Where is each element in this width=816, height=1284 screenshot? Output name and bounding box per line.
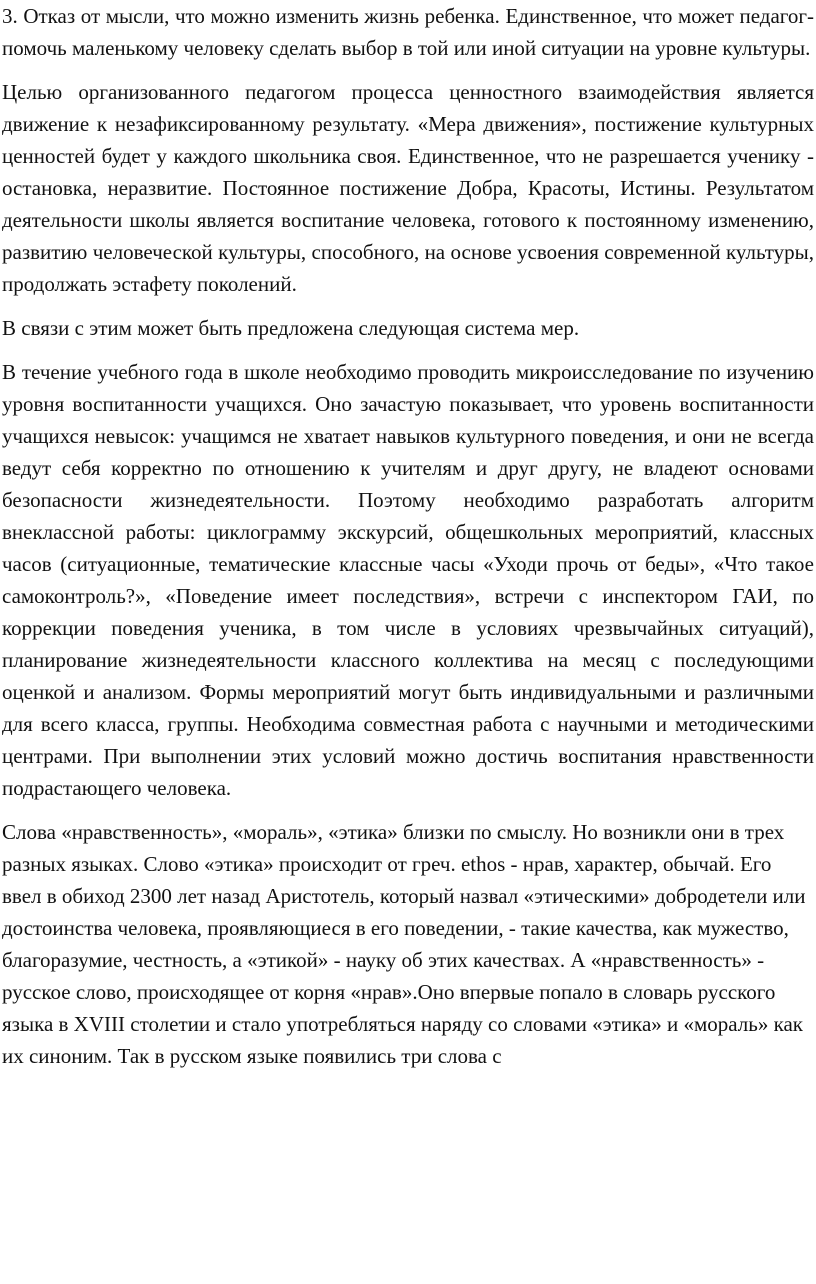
paragraph-goal: Целью организованного педагогом процесса ценностного взаимодействия является движение к незафиксированному результату. «Мера движения», постижение культурных ценностей будет у каждого школьника своя. Единственное, что не разрешается ученику - остановка, неразвитие. Постоянное постижение Добра, Красоты, Истины. Результатом деятельности школы является воспитание человека, готового к постоянному изменению, развитию человеческой культуры, способного, на основе усвоения современной культуры, продолжать эстафету поколений. [2, 80, 814, 296]
paragraph-point-3: 3. Отказ от мысли, что можно изменить жизнь ребенка. Единственное, что может педагог-помочь маленькому человеку сделать выбор в той или иной ситуации на уровне культуры. [2, 4, 814, 60]
paragraph-measures-intro: В связи с этим может быть предложена следующая система мер. [2, 316, 580, 340]
paragraph-ethics-terms: Слова «нравственность», «мораль», «этика» близки по смыслу. Но возникли они в трех разных языках. Слово «этика» происходит от греч. ethos - нрав, характер, обычай. Его ввел в обиход 2300 лет назад Аристотель, который назвал «этическими» добродетели или достоинства человека, проявляющиеся в его поведении, - такие качества, как мужество, благоразумие, честность, а «этикой» - науку об этих качествах. А «нравственность» - русское слово, происходящее от корня «нрав».Оно впервые попало в словарь русского языка в XVIII столетии и стало употребляться наряду со словами «этика» и «мораль» как их синоним. Так в русском языке появились три слова с [2, 820, 806, 1068]
paragraph-research: В течение учебного года в школе необходимо проводить микроисследование по изучению уровня воспитанности учащихся. Оно зачастую показывает, что уровень воспитанности учащихся невысок: учащимся не хватает навыков культурного поведения, и они не всегда ведут себя корректно по отношению к учителям и друг другу, не владеют основами безопасности жизнедеятельности. Поэтому необходимо разработать алгоритм внеклассной работы: циклограмму экскурсий, общешкольных мероприятий, классных часов (ситуационные, тематические классные часы «Уходи прочь от беды», «Что такое самоконтроль?», «Поведение имеет последствия», встречи с инспектором ГАИ, по коррекции поведения ученика, в том числе в условиях чрезвычайных ситуаций), планирование жизнедеятельности классного коллектива на месяц с последующими оценкой и анализом. Формы мероприятий могут быть индивидуальными и различными для всего класса, группы. Необходима совместная работа с научными и методическими центрами. При выполнении этих условий можно достичь воспитания нравственности подрастающего человека. [2, 360, 814, 800]
